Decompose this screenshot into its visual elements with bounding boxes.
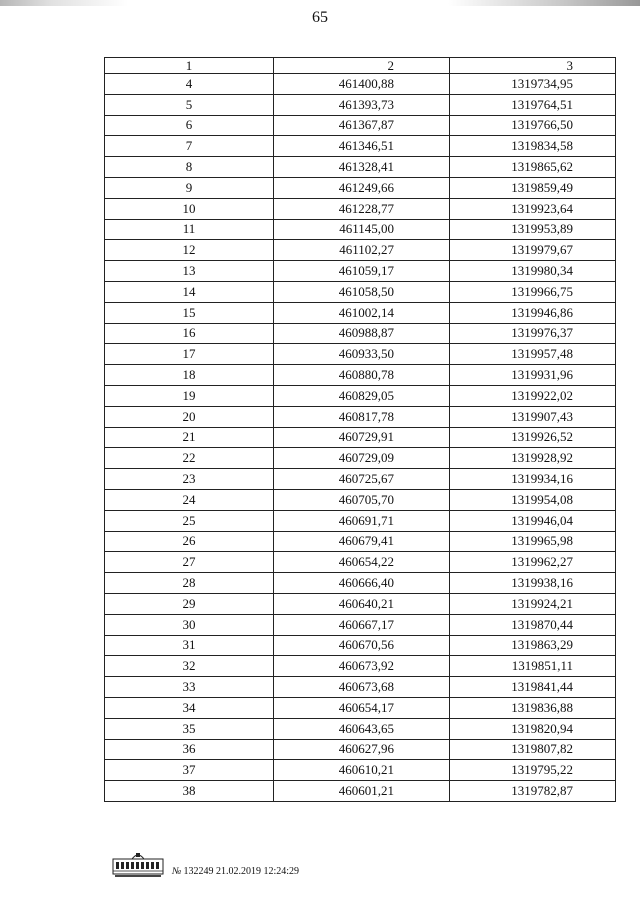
x-coordinate-cell: 460705,70: [274, 489, 450, 510]
y-coordinate-cell: 1319926,52: [450, 427, 616, 448]
x-coordinate-cell: 460667,17: [274, 614, 450, 635]
y-coordinate-cell: 1319922,02: [450, 385, 616, 406]
table-row: [105, 302, 616, 323]
table-row: [105, 697, 616, 718]
x-coordinate-cell: 460640,21: [274, 593, 450, 614]
x-coordinate-cell: 460643,65: [274, 718, 450, 739]
table-row: [105, 198, 616, 219]
y-coordinate-cell: 1319907,43: [450, 406, 616, 427]
x-coordinate-cell: 461393,73: [274, 94, 450, 115]
x-coordinate-cell: 461228,77: [274, 198, 450, 219]
point-number-cell: 26: [105, 531, 274, 552]
point-number-cell: 12: [105, 240, 274, 261]
point-number-cell: 27: [105, 552, 274, 573]
x-coordinate-cell: 460817,78: [274, 406, 450, 427]
x-coordinate-cell: 460988,87: [274, 323, 450, 344]
y-coordinate-cell: 1319976,37: [450, 323, 616, 344]
x-coordinate-cell: 460666,40: [274, 573, 450, 594]
point-number-cell: 28: [105, 573, 274, 594]
point-number-cell: 24: [105, 489, 274, 510]
table-row: [105, 448, 616, 469]
registration-number-date: 132249 21.02.2019 12:24:29: [183, 866, 299, 877]
point-number-cell: 18: [105, 365, 274, 386]
table-row: [105, 614, 616, 635]
table-row: [105, 385, 616, 406]
page-number: 65: [312, 9, 328, 26]
point-number-cell: 23: [105, 469, 274, 490]
table-row: [105, 531, 616, 552]
scan-edge: [0, 0, 640, 6]
table-row: [105, 136, 616, 157]
x-coordinate-cell: 460829,05: [274, 385, 450, 406]
point-number-cell: 4: [105, 74, 274, 95]
table-row: [105, 718, 616, 739]
table-row: [105, 115, 616, 136]
x-coordinate-cell: 461328,41: [274, 157, 450, 178]
y-coordinate-cell: 1319938,16: [450, 573, 616, 594]
table-row: [105, 739, 616, 760]
y-coordinate-cell: 1319834,58: [450, 136, 616, 157]
table-row: [105, 552, 616, 573]
y-coordinate-cell: 1319836,88: [450, 697, 616, 718]
y-coordinate-cell: 1319841,44: [450, 677, 616, 698]
registration-stamp: [172, 866, 299, 877]
y-coordinate-cell: 1319954,08: [450, 489, 616, 510]
point-number-cell: 20: [105, 406, 274, 427]
y-coordinate-cell: 1319953,89: [450, 219, 616, 240]
x-coordinate-cell: 460679,41: [274, 531, 450, 552]
y-coordinate-cell: 1319934,16: [450, 469, 616, 490]
y-coordinate-cell: 1319859,49: [450, 177, 616, 198]
table-row: [105, 781, 616, 802]
table-row: [105, 573, 616, 594]
x-coordinate-cell: 461400,88: [274, 74, 450, 95]
table-body: [105, 74, 616, 802]
y-coordinate-cell: 1319946,86: [450, 302, 616, 323]
y-coordinate-cell: 1319965,98: [450, 531, 616, 552]
table-row: [105, 74, 616, 95]
point-number-cell: 34: [105, 697, 274, 718]
table-row: [105, 656, 616, 677]
point-number-cell: 38: [105, 781, 274, 802]
table-row: [105, 177, 616, 198]
number-sign: №: [172, 866, 182, 877]
point-number-cell: 22: [105, 448, 274, 469]
table-row: [105, 593, 616, 614]
y-coordinate-cell: 1319734,95: [450, 74, 616, 95]
point-number-cell: 15: [105, 302, 274, 323]
table-row: [105, 635, 616, 656]
y-coordinate-cell: 1319931,96: [450, 365, 616, 386]
x-coordinate-cell: 460880,78: [274, 365, 450, 386]
point-number-cell: 37: [105, 760, 274, 781]
point-number-cell: 7: [105, 136, 274, 157]
table-row: [105, 760, 616, 781]
x-coordinate-cell: 461058,50: [274, 281, 450, 302]
y-coordinate-cell: 1319782,87: [450, 781, 616, 802]
point-number-cell: 8: [105, 157, 274, 178]
column-header-3: 3: [450, 58, 616, 74]
point-number-cell: 35: [105, 718, 274, 739]
point-number-cell: 33: [105, 677, 274, 698]
point-number-cell: 16: [105, 323, 274, 344]
x-coordinate-cell: 461346,51: [274, 136, 450, 157]
x-coordinate-cell: 460725,67: [274, 469, 450, 490]
table-row: [105, 344, 616, 365]
point-number-cell: 5: [105, 94, 274, 115]
table-row: [105, 323, 616, 344]
table-row: [105, 427, 616, 448]
table-row: [105, 157, 616, 178]
y-coordinate-cell: 1319766,50: [450, 115, 616, 136]
point-number-cell: 21: [105, 427, 274, 448]
y-coordinate-cell: 1319924,21: [450, 593, 616, 614]
point-number-cell: 30: [105, 614, 274, 635]
point-number-cell: 19: [105, 385, 274, 406]
y-coordinate-cell: 1319979,67: [450, 240, 616, 261]
coordinates-table: [104, 57, 616, 802]
y-coordinate-cell: 1319946,04: [450, 510, 616, 531]
table-row: [105, 281, 616, 302]
x-coordinate-cell: 461145,00: [274, 219, 450, 240]
x-coordinate-cell: 460729,91: [274, 427, 450, 448]
point-number-cell: 14: [105, 281, 274, 302]
x-coordinate-cell: 460601,21: [274, 781, 450, 802]
y-coordinate-cell: 1319865,62: [450, 157, 616, 178]
table-row: [105, 677, 616, 698]
x-coordinate-cell: 460933,50: [274, 344, 450, 365]
x-coordinate-cell: 460670,56: [274, 635, 450, 656]
x-coordinate-cell: 461249,66: [274, 177, 450, 198]
y-coordinate-cell: 1319764,51: [450, 94, 616, 115]
point-number-cell: 6: [105, 115, 274, 136]
point-number-cell: 36: [105, 739, 274, 760]
x-coordinate-cell: 461102,27: [274, 240, 450, 261]
x-coordinate-cell: 460729,09: [274, 448, 450, 469]
table-row: [105, 406, 616, 427]
y-coordinate-cell: 1319863,29: [450, 635, 616, 656]
y-coordinate-cell: 1319795,22: [450, 760, 616, 781]
table-row: [105, 94, 616, 115]
table-row: [105, 510, 616, 531]
x-coordinate-cell: 461059,17: [274, 261, 450, 282]
footer-stamp: [112, 848, 412, 888]
x-coordinate-cell: 461367,87: [274, 115, 450, 136]
x-coordinate-cell: 460610,21: [274, 760, 450, 781]
table-row: [105, 219, 616, 240]
table-row: [105, 469, 616, 490]
x-coordinate-cell: 460654,17: [274, 697, 450, 718]
building-seal-icon: [112, 848, 164, 878]
y-coordinate-cell: 1319870,44: [450, 614, 616, 635]
point-number-cell: 29: [105, 593, 274, 614]
y-coordinate-cell: 1319807,82: [450, 739, 616, 760]
point-number-cell: 17: [105, 344, 274, 365]
x-coordinate-cell: 460673,92: [274, 656, 450, 677]
y-coordinate-cell: 1319851,11: [450, 656, 616, 677]
point-number-cell: 25: [105, 510, 274, 531]
y-coordinate-cell: 1319928,92: [450, 448, 616, 469]
point-number-cell: 11: [105, 219, 274, 240]
y-coordinate-cell: 1319923,64: [450, 198, 616, 219]
x-coordinate-cell: 460654,22: [274, 552, 450, 573]
table-row: [105, 261, 616, 282]
table-row: [105, 365, 616, 386]
table-row: [105, 240, 616, 261]
y-coordinate-cell: 1319820,94: [450, 718, 616, 739]
point-number-cell: 9: [105, 177, 274, 198]
x-coordinate-cell: 460627,96: [274, 739, 450, 760]
point-number-cell: 10: [105, 198, 274, 219]
column-header-1: 1: [105, 58, 274, 74]
y-coordinate-cell: 1319966,75: [450, 281, 616, 302]
y-coordinate-cell: 1319957,48: [450, 344, 616, 365]
x-coordinate-cell: 460673,68: [274, 677, 450, 698]
column-header-2: 2: [274, 58, 450, 74]
point-number-cell: 32: [105, 656, 274, 677]
point-number-cell: 13: [105, 261, 274, 282]
y-coordinate-cell: 1319962,27: [450, 552, 616, 573]
table-header-row: [105, 58, 616, 74]
x-coordinate-cell: 461002,14: [274, 302, 450, 323]
table-row: [105, 489, 616, 510]
x-coordinate-cell: 460691,71: [274, 510, 450, 531]
point-number-cell: 31: [105, 635, 274, 656]
y-coordinate-cell: 1319980,34: [450, 261, 616, 282]
